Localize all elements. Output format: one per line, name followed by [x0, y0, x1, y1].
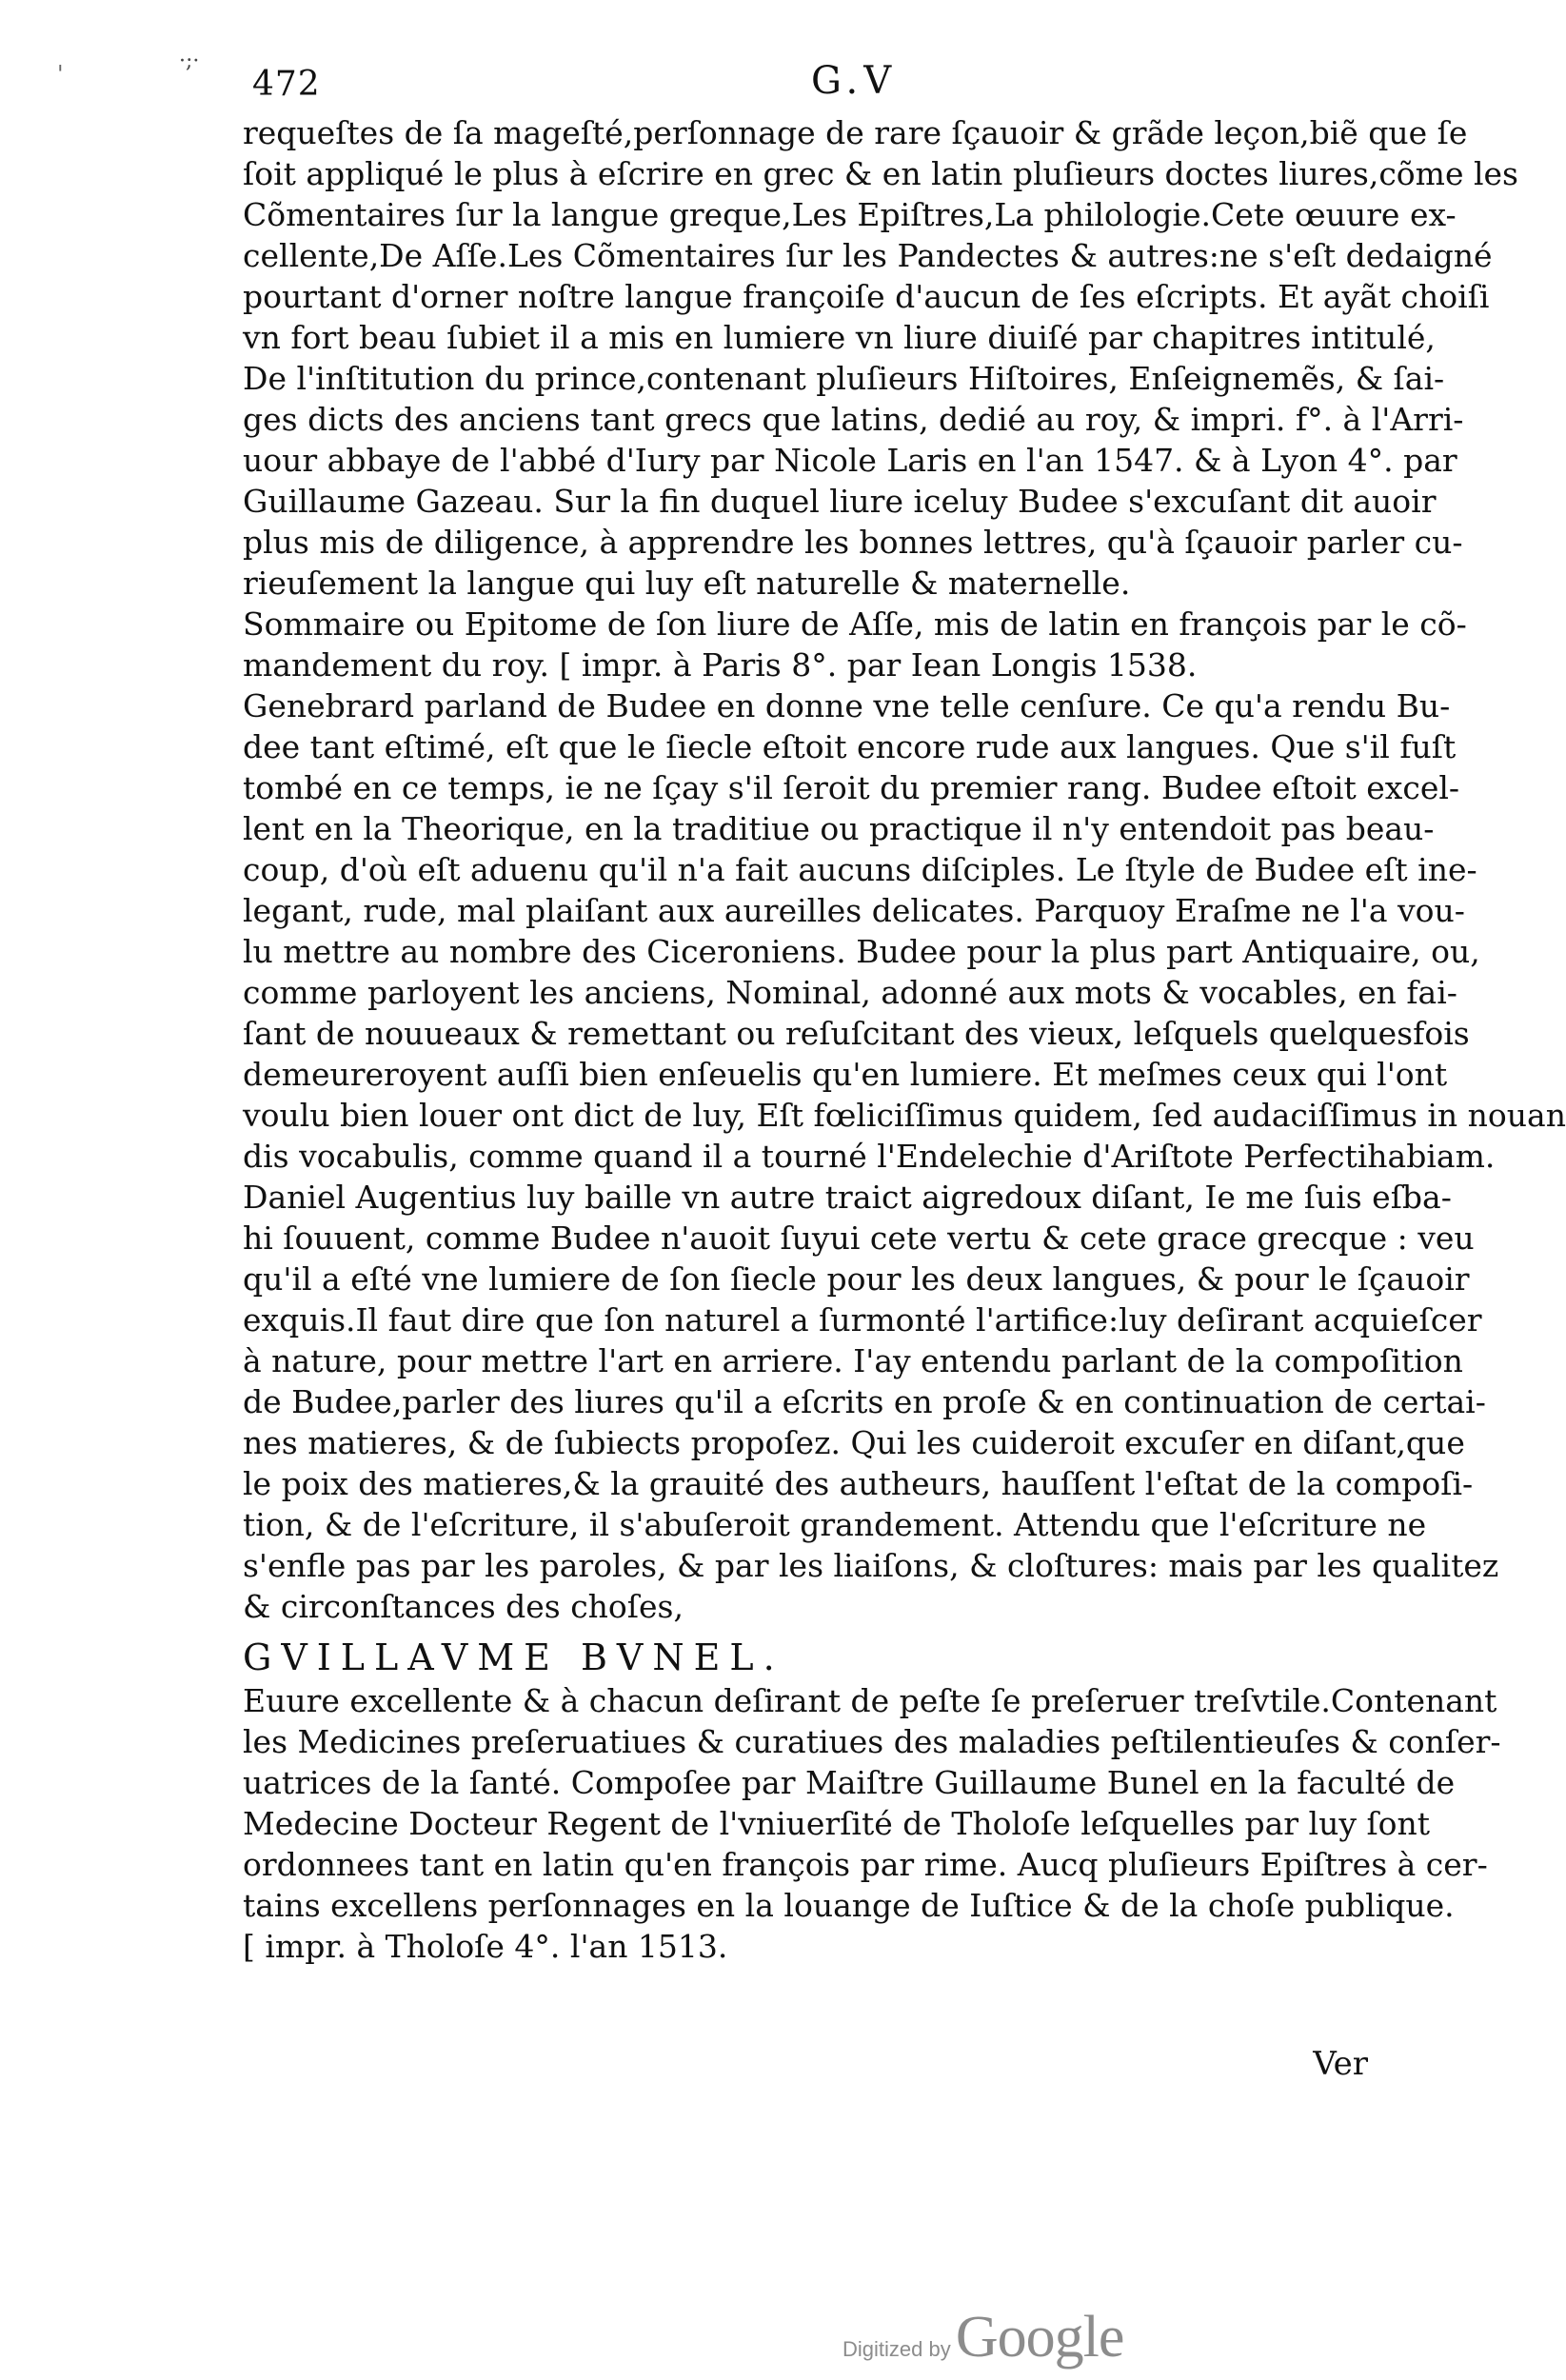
- text-line: ſant de nouueaux & remettant ou reſuſcitant des vieux, leſquels quelquesfois: [243, 1015, 1470, 1052]
- text-line: Medecine Docteur Regent de l'vniuerſité de Tholoſe leſquelles par luy ſont: [243, 1805, 1431, 1842]
- text-line: à nature, pour mettre l'art en arriere. I'ay entendu parlant de la compoſition: [243, 1342, 1463, 1379]
- text-line: tion, & de l'eſcriture, il s'abuſeroit grandement. Attendu que l'eſcriture ne: [243, 1506, 1427, 1543]
- text-line: requeſtes de ſa mageſté,perſonnage de rare ſçauoir & grãde leçon,biẽ que ſe: [243, 114, 1468, 151]
- text-line: voulu bien louer ont dict de luy, Eſt fœliciſſimus quidem, ſed audaciſſimus in nouan: [243, 1097, 1566, 1134]
- text-line: & circonſtances des choſes,: [243, 1588, 684, 1625]
- text-line: exquis.Il faut dire que ſon naturel a ſurmonté l'artifice:luy deſirant acquieſcer: [243, 1301, 1482, 1339]
- text-line: cellente,De Aſſe.Les Cõmentaires ſur les Pandectes & autres:ne s'eſt dedaigné: [243, 237, 1493, 274]
- text-line: qu'il a eſté vne lumiere de ſon ſiecle pour les deux langues, & pour le ſçauoir: [243, 1260, 1470, 1298]
- text-line: Cõmentaires ſur la langue greque,Les Epiſtres,La philologie.Cete œuure ex-: [243, 196, 1457, 233]
- text-line: uour abbaye de l'abbé d'Iury par Nicole Laris en l'an 1547. & à Lyon 4°. par: [243, 442, 1457, 479]
- text-line: mandement du roy. [ impr. à Paris 8°. par Iean Longis 1538.: [243, 646, 1198, 684]
- text-line: pourtant d'orner noſtre langue françoiſe d'aucun de ſes eſcripts. Et ayãt choiſi: [243, 278, 1490, 315]
- text-line: coup, d'où eſt aduenu qu'il n'a fait aucuns diſciples. Le ſtyle de Budee eſt ine-: [243, 851, 1477, 888]
- text-line: nes matieres, & de ſubiects propoſez. Qui les cuideroit excuſer en diſant,que: [243, 1424, 1465, 1461]
- margin-mark: ·;·: [179, 50, 200, 73]
- body-text: [243, 112, 1566, 1967]
- text-line: les Medicines preſeruatiues & curatiues des maladies peſtilentieuſes & conſer-: [243, 1723, 1501, 1760]
- text-line: plus mis de diligence, à apprendre les bonnes lettres, qu'à ſçauoir parler cu-: [243, 524, 1463, 561]
- text-line: de Budee,parler des liures qu'il a eſcrits en proſe & en continuation de certai-: [243, 1383, 1486, 1420]
- text-line: lent en la Theorique, en la traditiue ou practique il n'y entendoit pas beau-: [243, 810, 1435, 847]
- text-line: Daniel Augentius luy baille vn autre traict aigredoux diſant, Ie me ſuis eſba-: [243, 1179, 1452, 1216]
- google-logo: Google: [955, 2305, 1124, 2370]
- text-line: demeureroyent auſſi bien enſeuelis qu'en lumiere. Et meſmes ceux qui l'ont: [243, 1056, 1448, 1093]
- text-line: ordonnees tant en latin qu'en françois par rime. Aucq pluſieurs Epiſtres à cer-: [243, 1846, 1488, 1883]
- text-line: Genebrard parland de Budee en donne vne telle cenſure. Ce qu'a rendu Bu-: [243, 687, 1451, 724]
- text-line: uatrices de la ſanté. Compoſee par Maiſtre Guillaume Bunel en la faculté de: [243, 1764, 1456, 1801]
- text-line: s'enfle pas par les paroles, & par les liaiſons, & cloſtures: mais par les qualitez: [243, 1547, 1499, 1584]
- text-line: De l'inſtitution du prince,contenant pluſieurs Hiſtoires, Enſeignemẽs, & ſai-: [243, 360, 1445, 397]
- section-heading: GVILLAVME BVNEL.: [243, 1636, 784, 1678]
- text-line: vn fort beau ſubiet il a mis en lumiere vn liure diuiſé par chapitres intitulé,: [243, 319, 1436, 356]
- text-line: comme parloyent les anciens, Nominal, adonné aux mots & vocables, en fai-: [243, 974, 1457, 1011]
- text-line: legant, rude, mal plaiſant aux aureilles delicates. Parquoy Eraſme ne l'a vou-: [243, 892, 1465, 929]
- text-line: tombé en ce temps, ie ne ſçay s'il ſeroit du premier rang. Budee eſtoit excel-: [243, 769, 1460, 806]
- text-line: dis vocabulis, comme quand il a tourné l'Endelechie d'Ariſtote Perfectihabiam.: [243, 1138, 1496, 1175]
- text-line: rieuſement la langue qui luy eſt naturelle & maternelle.: [243, 565, 1131, 602]
- digitized-by-watermark: [842, 2304, 1123, 2371]
- page-number: 472: [252, 65, 321, 104]
- text-line: tains excellens perſonnages en la louange de Iuſtice & de la choſe publique.: [243, 1887, 1455, 1924]
- watermark-prefix: Digitized by: [842, 2337, 951, 2361]
- text-line: Guillaume Gazeau. Sur la fin duquel liure iceluy Budee s'excuſant dit auoir: [243, 483, 1437, 520]
- text-line: Sommaire ou Epitome de ſon liure de Aſſe, mis de latin en françois par le cõ-: [243, 605, 1467, 643]
- text-line: ges dicts des anciens tant grecs que latins, dedié au roy, & impri. f°. à l'Arri-: [243, 401, 1464, 438]
- text-line: lu mettre au nombre des Ciceroniens. Budee pour la plus part Antiquaire, ou,: [243, 933, 1480, 970]
- catchword: Ver: [1313, 2045, 1368, 2083]
- text-line: Euure excellente & à chacun deſirant de peſte ſe preſeruer treſvtile.Contenant: [243, 1682, 1497, 1719]
- edge-mark: ': [57, 61, 64, 88]
- text-line: hi ſouuent, comme Budee n'auoit ſuyui cete vertu & cete grace grecque : veu: [243, 1220, 1475, 1257]
- text-line: dee tant eſtimé, eſt que le ſiecle eſtoit encore rude aux langues. Que s'il fuſt: [243, 728, 1457, 765]
- text-line: [ impr. à Tholoſe 4°. l'an 1513.: [243, 1928, 728, 1965]
- text-line: le poix des matieres,& la grauité des autheurs, hauſſent l'eſtat de la compoſi-: [243, 1465, 1474, 1502]
- running-head: G.V: [811, 59, 898, 103]
- text-line: ſoit appliqué le plus à eſcrire en grec & en latin pluſieurs doctes liures,cõme les: [243, 155, 1518, 192]
